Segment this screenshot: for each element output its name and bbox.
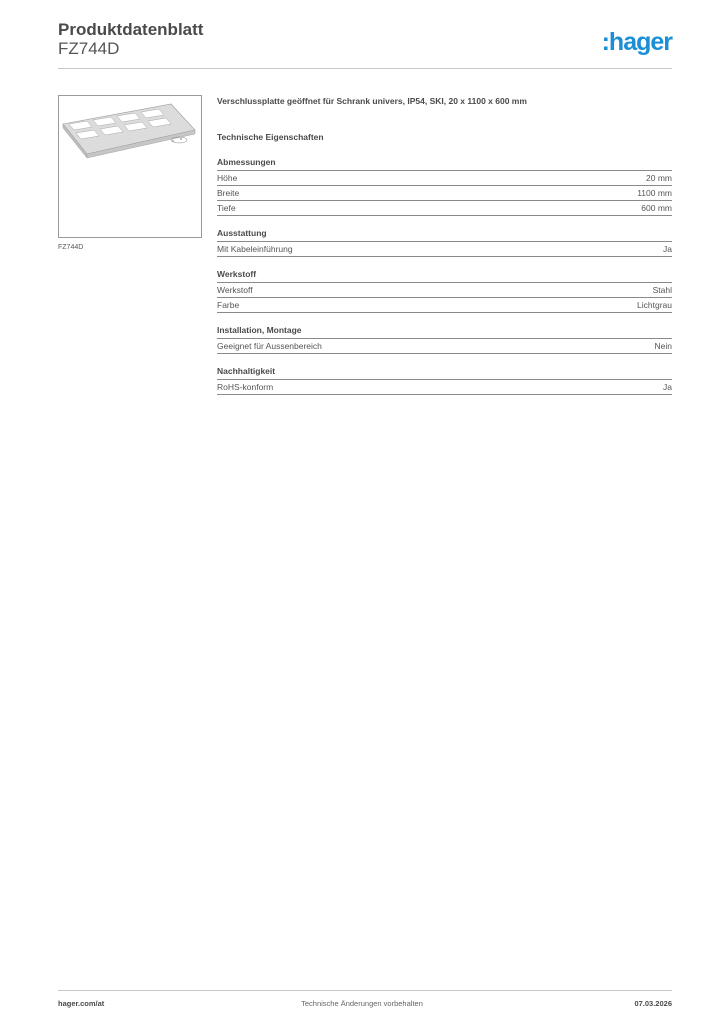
- spec-value: 20 mm: [646, 173, 672, 183]
- spec-row: [217, 186, 672, 201]
- spec-row: [217, 283, 672, 298]
- spec-row: [217, 339, 672, 354]
- closure-plate-illustration: [59, 96, 201, 237]
- spec-row: [217, 171, 672, 186]
- spec-row: [217, 242, 672, 257]
- spec-value: Stahl: [652, 285, 672, 295]
- spec-value: Lichtgrau: [637, 300, 672, 310]
- image-caption: FZ744D: [58, 244, 84, 251]
- spec-value: Ja: [663, 382, 672, 392]
- page-title: Produktdatenblatt: [58, 20, 204, 39]
- footer-notice: Technische Änderungen vorbehalten: [301, 999, 423, 1008]
- section-title: Abmessungen: [217, 156, 672, 171]
- product-code: FZ744D: [58, 39, 120, 58]
- spec-label: Mit Kabeleinführung: [217, 244, 293, 254]
- spec-label: Breite: [217, 188, 240, 198]
- spec-value: Ja: [663, 244, 672, 254]
- header-divider: [58, 68, 672, 69]
- section-title: Werkstoff: [217, 268, 672, 283]
- footer-date: 07.03.2026: [634, 999, 672, 1008]
- product-description: Verschlussplatte geöffnet für Schrank univers, IP54, SKI, 20 x 1100 x 600 mm: [217, 96, 527, 106]
- spec-value: Nein: [654, 341, 672, 351]
- spec-section: [217, 324, 672, 354]
- spec-section: [217, 365, 672, 395]
- product-image: [58, 95, 202, 238]
- spec-section: [217, 268, 672, 313]
- spec-row: [217, 298, 672, 313]
- spec-section: [217, 156, 672, 216]
- footer-divider: [58, 990, 672, 991]
- spec-section: [217, 227, 672, 257]
- product-details: [217, 95, 672, 406]
- spec-row: [217, 201, 672, 216]
- spec-label: Geeignet für Aussenbereich: [217, 341, 322, 351]
- spec-sections: [217, 156, 672, 395]
- section-title: Nachhaltigkeit: [217, 365, 672, 380]
- hager-logo: :hager: [601, 28, 672, 56]
- spec-label: RoHS-konform: [217, 382, 274, 392]
- footer-website: hager.com/at: [58, 999, 105, 1008]
- spec-label: Tiefe: [217, 203, 236, 213]
- spec-value: 1100 mm: [637, 188, 672, 198]
- spec-row: [217, 380, 672, 395]
- section-title: Ausstattung: [217, 227, 672, 242]
- spec-label: Werkstoff: [217, 285, 253, 295]
- technical-properties-heading: Technische Eigenschaften: [217, 132, 324, 142]
- spec-label: Höhe: [217, 173, 238, 183]
- spec-label: Farbe: [217, 300, 240, 310]
- spec-value: 600 mm: [641, 203, 672, 213]
- section-title: Installation, Montage: [217, 324, 672, 339]
